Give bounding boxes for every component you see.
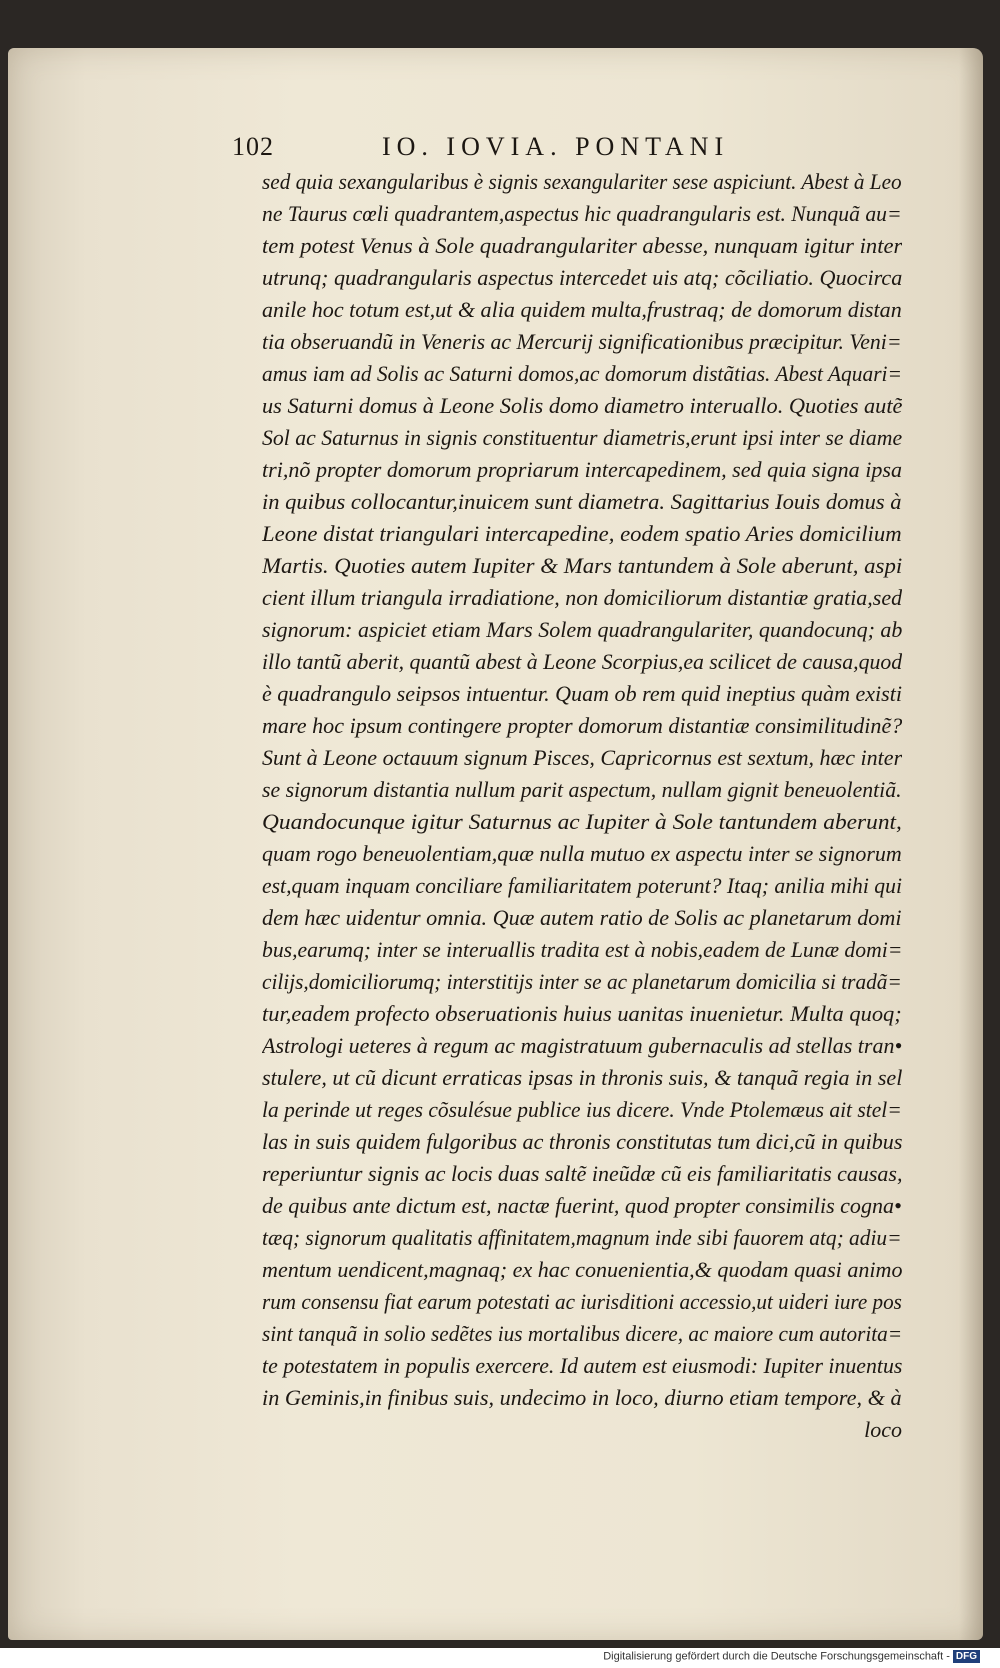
text-line: ne Taurus cœli quadrantem,aspectus hic quadrangularis est. Nunquã au=	[262, 201, 902, 226]
text-line: Leone distat triangulari intercapedine, eodem spatio Aries domicilium	[262, 521, 902, 546]
text-line: mentum uendicent,magnaq; ex hac conuenientia,& quodam quasi animo	[262, 1257, 902, 1282]
footer-bar	[0, 1648, 1000, 1668]
text-line: anile hoc totum est,ut & alia quidem multa,frustraq; de domorum distan	[262, 297, 902, 322]
text-line: Astrologi ueteres à regum ac magistratuum gubernaculis ad stellas tran•	[262, 1033, 902, 1058]
text-line: us Saturni domus à Leone Solis domo diametro interuallo. Quoties autẽ	[262, 393, 902, 418]
text-line: amus iam ad Solis ac Saturni domos,ac domorum distãtias. Abest Aquari=	[262, 361, 902, 386]
text-line: illo tantũ aberit, quantũ abest à Leone Scorpius,ea scilicet de causa,quod	[262, 649, 902, 674]
credit-text: Digitalisierung gefördert durch die Deutsche Forschungsgemeinschaft -	[603, 1650, 950, 1663]
text-line: reperiuntur signis ac locis duas saltẽ ineũdæ cũ eis familiaritatis causas,	[262, 1161, 902, 1186]
text-block	[262, 166, 902, 1446]
text-line: est,quam inquam conciliare familiaritatem poterunt? Itaq; anilia mihi qui	[262, 873, 902, 898]
text-line: Quandocunque igitur Saturnus ac Iupiter à Sole tantundem aberunt,	[262, 809, 902, 834]
text-line: rum consensu fiat earum potestati ac iurisditioni accessio,ut uideri iure pos	[262, 1289, 902, 1314]
text-line: Martis. Quoties autem Iupiter & Mars tantundem à Sole aberunt, aspi	[262, 553, 902, 578]
text-line: in Geminis,in finibus suis, undecimo in loco, diurno etiam tempore, & à	[262, 1385, 902, 1410]
funding-credit	[603, 1650, 980, 1663]
text-line: utrunq; quadrangularis aspectus intercedet uis atq; cõciliatio. Quocirca	[262, 265, 902, 290]
catchword: loco	[864, 1417, 902, 1442]
text-line: tri,nõ propter domorum propriarum intercapedinem, sed quia signa ipsa	[262, 457, 902, 482]
text-line: la perinde ut reges cõsulésue publice ius dicere. Vnde Ptolemæus ait stel=	[262, 1097, 902, 1122]
text-line: stulere, ut cũ dicunt erraticas ipsas in thronis suis, & tanquã regia in sel	[262, 1065, 902, 1090]
text-line: quam rogo beneuolentiam,quæ nulla mutuo ex aspectu inter se signorum	[262, 841, 902, 866]
text-line: bus,earumq; inter se interuallis tradita est à nobis,eadem de Lunæ domi=	[262, 937, 902, 962]
text-line: signorum: aspiciet etiam Mars Solem quadrangulariter, quandocunq; ab	[262, 617, 902, 642]
text-line: tur,eadem profecto obseruationis huius uanitas inuenietur. Multa quoq;	[262, 1001, 902, 1026]
text-line: Sol ac Saturnus in signis constituentur diametris,erunt ipsi inter se diame	[262, 425, 902, 450]
text-line: te potestatem in populis exercere. Id autem est eiusmodi: Iupiter inuentus	[262, 1353, 902, 1378]
text-line: tæq; signorum qualitatis affinitatem,magnum inde sibi fauorem atq; adiu=	[262, 1225, 902, 1250]
text-line: dem hæc uidentur omnia. Quæ autem ratio de Solis ac planetarum domi	[262, 905, 902, 930]
text-line: mare hoc ipsum contingere propter domorum distantiæ consimilitudinẽ?	[262, 713, 902, 738]
page-number: 102	[232, 132, 274, 161]
text-line: cient illum triangula irradiatione, non domiciliorum distantiæ gratia,sed	[262, 585, 902, 610]
text-line: se signorum distantia nullum parit aspectum, nullam gignit beneuolentiã.	[262, 777, 902, 802]
text-line: in quibus collocantur,inuicem sunt diametra. Sagittarius Iouis domus à	[262, 489, 902, 514]
running-title: IO. IOVIA. PONTANI	[382, 132, 730, 161]
text-line: Sunt à Leone octauum signum Pisces, Capricornus est sextum, hæc inter	[262, 745, 902, 770]
text-line: è quadrangulo seipsos intuentur. Quam ob rem quid ineptius quàm existi	[262, 681, 902, 706]
text-line: de quibus ante dictum est, nactæ fuerint, quod propter consimilis cogna•	[262, 1193, 902, 1218]
dfg-logo-badge: DFG	[953, 1650, 980, 1663]
page-edge-shadow	[959, 48, 983, 1640]
text-line: las in suis quidem fulgoribus ac thronis constitutas tum dici,cũ in quibus	[262, 1129, 902, 1154]
text-line: tia obseruandũ in Veneris ac Mercurij significationibus præcipitur. Veni=	[262, 329, 902, 354]
text-line: cilijs,domiciliorumq; interstitijs inter se ac planetarum domicilia si tradã=	[262, 969, 902, 994]
text-line: sed quia sexangularibus è signis sexangulariter sese aspiciunt. Abest à Leo	[262, 169, 902, 194]
text-line: tem potest Venus à Sole quadrangulariter abesse, nunquam igitur inter	[262, 233, 902, 258]
text-line: sint tanquã in solio sedẽtes ius mortalibus dicere, ac maiore cum autorita=	[262, 1321, 902, 1346]
